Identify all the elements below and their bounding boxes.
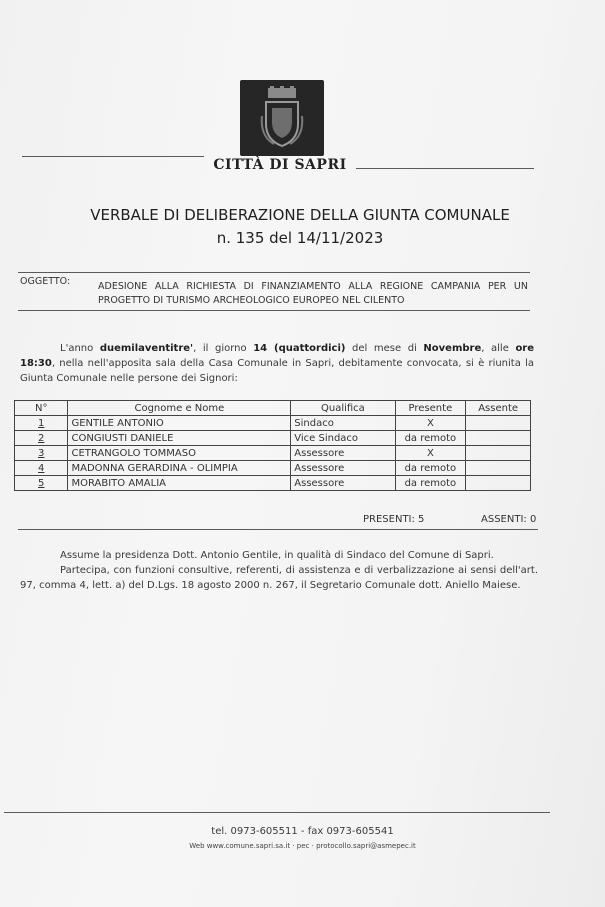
subject-rule-bottom <box>18 310 530 311</box>
member-role: Vice Sindaco <box>291 431 395 446</box>
header-absent: Assente <box>466 401 531 416</box>
footer-phone: tel. 0973-605511 - fax 0973-605541 <box>211 826 394 837</box>
intro-text: L'anno <box>60 343 100 354</box>
table-row <box>15 461 531 476</box>
member-name: CETRANGOLO TOMMASO <box>68 446 291 461</box>
member-name: GENTILE ANTONIO <box>68 416 291 431</box>
presidency-statement: Assume la presidenza Dott. Antonio Gentile, in qualità di Sindaco del Comune di Sapri. <box>60 550 494 561</box>
table-row <box>15 431 531 446</box>
member-absent <box>466 431 531 446</box>
intro-time: ore 18:30 <box>20 343 535 369</box>
secretary-statement: Partecipa, con funzioni consultive, referenti, di assistenza e di verbalizzazione ai sensi dell'art. 97, comma 4, lett. a) del D.Lgs. 18 agosto 2000 n. 267, il Segretario Comunale dott. Aniello Maiese. <box>20 565 538 591</box>
document-title: VERBALE DI DELIBERAZIONE DELLA GIUNTA COMUNALE <box>90 206 510 224</box>
member-name: CONGIUSTI DANIELE <box>68 431 291 446</box>
member-present: da remoto <box>395 431 466 446</box>
member-role: Assessore <box>291 446 395 461</box>
document-number-date: n. 135 del 14/11/2023 <box>216 229 384 247</box>
member-present: da remoto <box>395 461 466 476</box>
intro-year: duemilaventitre' <box>99 343 194 354</box>
table-row <box>15 476 531 491</box>
intro-month: Novembre <box>423 343 482 354</box>
intro-day: 14 (quattordici) <box>253 343 346 354</box>
member-name: MADONNA GERARDINA - OLIMPIA <box>68 461 291 476</box>
member-name: MORABITO AMALIA <box>68 476 291 491</box>
closing-section <box>20 548 538 593</box>
subject-text: ADESIONE ALLA RICHIESTA DI FINANZIAMENTO ALLA REGIONE CAMPANIA PER UN PROGETTO DI TURISMO ARCHEOLOGICO EUROPEO NEL CILENTO <box>98 281 528 306</box>
row-number: 4 <box>15 461 68 476</box>
member-absent <box>466 446 531 461</box>
member-role: Sindaco <box>291 416 395 431</box>
member-present: da remoto <box>395 476 466 491</box>
intro-text: , alle <box>481 343 516 354</box>
absent-total: ASSENTI: 0 <box>481 514 537 525</box>
member-role: Assessore <box>291 461 395 476</box>
city-name: CITTÀ DI SAPRI <box>213 157 347 173</box>
footer-rule <box>4 812 550 813</box>
attendance-table <box>14 400 531 491</box>
member-present: X <box>395 446 466 461</box>
present-total: PRESENTI: 5 <box>363 514 425 525</box>
intro-text: , il giorno <box>193 343 254 354</box>
table-header-row <box>15 401 531 416</box>
member-present: X <box>395 416 466 431</box>
header-rule-left <box>22 156 204 157</box>
subject-rule-top <box>18 272 530 273</box>
totals-rule <box>18 529 538 530</box>
row-number: 5 <box>15 476 68 491</box>
header-present: Presente <box>395 401 466 416</box>
member-role: Assessore <box>291 476 395 491</box>
member-absent <box>466 461 531 476</box>
intro-text: del mese di <box>345 343 424 354</box>
intro-text: , nella nell'apposita sala della Casa Comunale in Sapri, debitamente convocata, si è riunita la Giunta Comunale nelle persone dei Signori: <box>20 358 534 384</box>
header-name: Cognome e Nome <box>68 401 291 416</box>
subject-label: OGGETTO: <box>20 276 71 287</box>
row-number: 2 <box>15 431 68 446</box>
table-row <box>15 416 531 431</box>
table-row <box>15 446 531 461</box>
city-crest-logo <box>240 80 324 156</box>
member-absent <box>466 476 531 491</box>
header-role: Qualifica <box>291 401 395 416</box>
member-absent <box>466 416 531 431</box>
header-rule-right <box>356 168 534 169</box>
footer-web: Web www.comune.sapri.sa.it · pec · protocollo.sapri@asmepec.it <box>189 842 416 850</box>
intro-paragraph <box>20 341 534 386</box>
row-number: 1 <box>15 416 68 431</box>
header-number: N° <box>15 401 68 416</box>
crest-shield-icon <box>260 86 304 150</box>
row-number: 3 <box>15 446 68 461</box>
